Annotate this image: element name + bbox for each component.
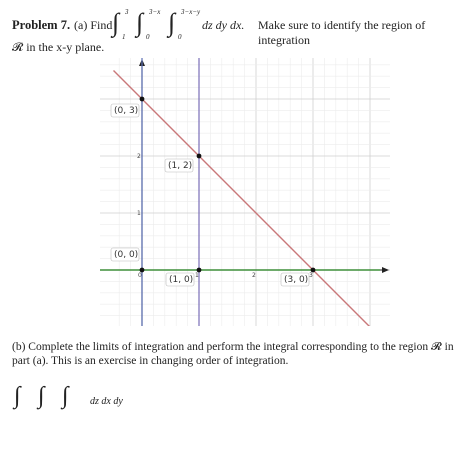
point-marker <box>140 268 145 273</box>
x-tick-label: 1 <box>195 272 199 279</box>
outer-lower-limit: 1 <box>122 33 126 41</box>
x-tick-label: 0 <box>138 272 142 279</box>
point-marker <box>311 268 316 273</box>
integral-sign-inner: ∫ <box>168 8 176 37</box>
point-marker <box>140 97 145 102</box>
part-a-prefix: (a) Find <box>74 18 113 32</box>
differentials-a: dz dy dx. <box>202 18 245 32</box>
part-b-line2: part (a). This is an exercise in changing order of integration. <box>12 355 289 367</box>
tick-labels <box>137 153 313 279</box>
y-tick-label: 2 <box>137 153 141 160</box>
region-symbol: 𝓡 <box>12 40 24 54</box>
part-b-differentials: dz dx dy <box>90 396 123 407</box>
part-b-line1-end: in <box>444 341 454 353</box>
part-b-line1: (b) Complete the limits of integration and perform the integral corresponding to the region <box>12 341 429 353</box>
middle-upper-limit: 3−x <box>149 8 161 16</box>
integral-sign-middle: ∫ <box>136 8 144 37</box>
problem-line2-rest: in the x-y plane. <box>26 40 105 54</box>
middle-lower-limit: 0 <box>146 33 150 41</box>
point-marker <box>197 268 202 273</box>
part-b-integral-sign-2: ∫ <box>38 383 45 409</box>
inner-upper-limit: 3−x−y <box>181 8 201 16</box>
point-label: (0, 3) <box>114 106 139 116</box>
outer-upper-limit: 3 <box>125 8 129 16</box>
problem-line1-rest: Make sure to identify the region of integration <box>258 18 426 47</box>
part-b-integral-sign-1: ∫ <box>14 383 21 409</box>
problem-label: Problem 7. <box>12 18 71 32</box>
point-label: (0, 0) <box>114 250 139 260</box>
point-label: (3, 0) <box>284 275 309 285</box>
x-axis-arrow <box>382 267 389 273</box>
problem-statement-line2 <box>12 40 104 55</box>
y-tick-label: 1 <box>137 210 141 217</box>
part-b-integral-sign-3: ∫ <box>62 383 69 409</box>
inner-lower-limit: 0 <box>178 33 182 41</box>
region-graph <box>100 58 390 326</box>
point-label: (1, 0) <box>169 275 194 285</box>
integral-sign-outer: ∫ <box>112 8 120 37</box>
x-tick-label: 3 <box>309 272 313 279</box>
point-marker <box>197 154 202 159</box>
point-label: (1, 2) <box>168 161 193 171</box>
x-tick-label: 2 <box>252 272 256 279</box>
part-b-text <box>12 340 468 368</box>
part-b-region-symbol: 𝓡 <box>431 341 442 353</box>
